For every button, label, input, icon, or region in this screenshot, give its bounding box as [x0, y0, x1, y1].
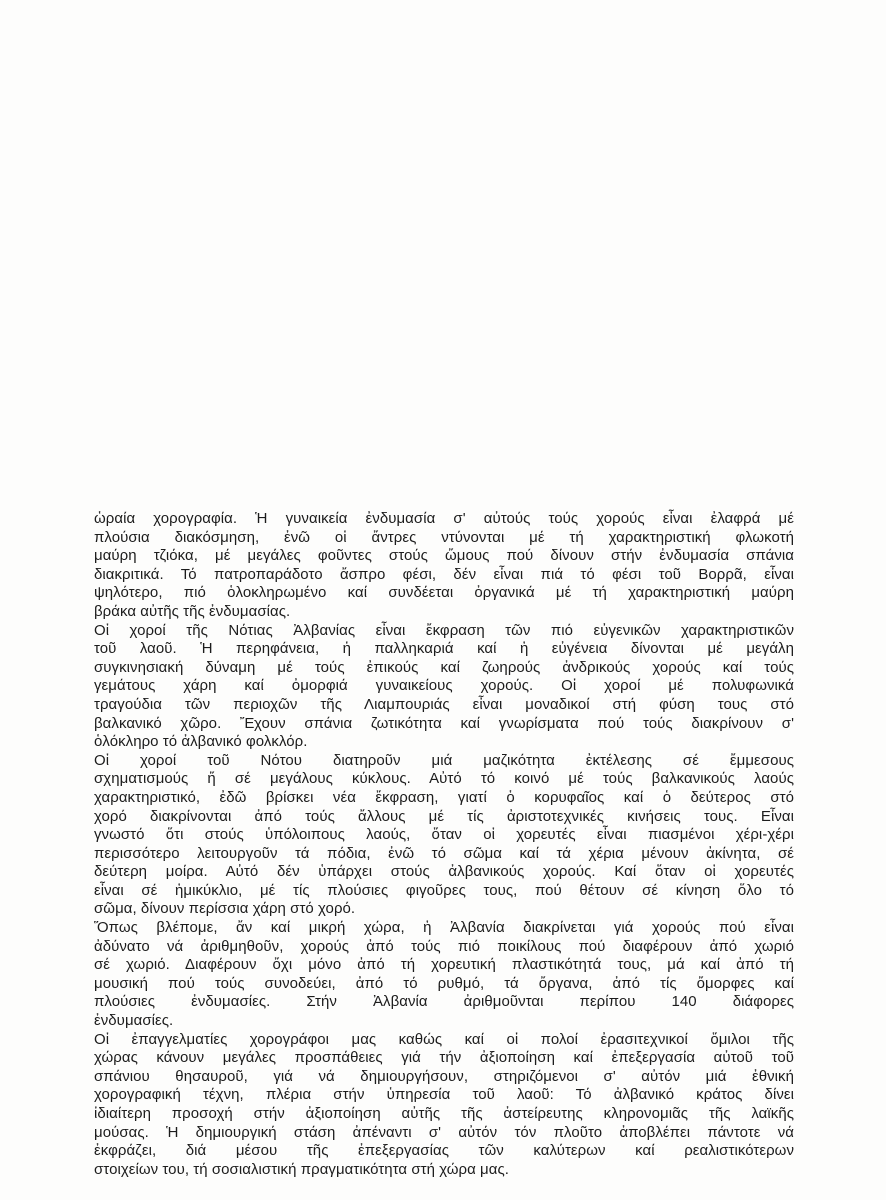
text-line: συγκινησιακή δύναμη μέ τούς ἐπικούς καί ζωηρούς ἀνδρικούς χορούς καί τούς [94, 658, 794, 676]
text-line: γεμάτους χάρη καί ὀμορφιά γυναικείους χορούς. Οἱ χοροί μέ πολυφωνικά [94, 677, 794, 695]
text-line: ἀδύνατο νά ἀριθμηθοῦν, χορούς ἀπό τούς πιό ποικίλους πού διαφέρουν ἀπό χωριό [94, 937, 794, 955]
text-line: Οἱ χοροί τοῦ Νότου διατηροῦν μιά μαζικότητα ἐκτέλεσης σέ ἔμμεσους [94, 751, 794, 769]
text-line: ψηλότερο, πιό ὁλοκληρωμένο καί συνδέεται ὀργανικά μέ τή χαρακτηριστική μαύρη [94, 584, 794, 602]
text-line: χώρας κάνουν μεγάλες προσπάθειες γιά τήν ἀξιοποίηση καί ἐπεξεργασία αὐτοῦ τοῦ [94, 1049, 794, 1067]
text-line: χαρακτηριστικό, ἐδῶ βρίσκει νέα ἔκφραση, γιατί ὁ κορυφαῖος καί ὁ δεύτερος στό [94, 788, 794, 806]
text-line: ἐνδυμασίες. [94, 1012, 174, 1030]
text-line: μαύρη τζιόκα, μέ μεγάλες φοῦντες στούς ὤμους πού δίνουν στήν ἐνδυμασία σπάνια [94, 547, 794, 565]
text-line: περισσότερο λειτουργοῦν τά πόδια, ἐνῶ τό σῶμα καί τά χέρια μένουν ἀκίνητα, σέ [94, 844, 794, 862]
text-line: ὁλόκληρο τό ἀλβανικό φολκλόρ. [94, 733, 308, 751]
text-line: πλούσιες ἐνδυμασίες. Στήν Ἀλβανία ἀριθμοῦνται περίπου 140 διάφορες [94, 993, 794, 1011]
text-line: σῶμα, δίνουν περίσσια χάρη στό χορό. [94, 900, 356, 918]
text-line: Ὅπως βλέπομε, ἄν καί μικρή χώρα, ἡ Ἀλβανία διακρίνεται γιά χορούς πού εἶναι [94, 919, 794, 937]
text-line: χορογραφική τέχνη, πλέρια στήν ὑπηρεσία τοῦ λαοῦ: Τό ἀλβανικό κράτος δίνει [94, 1086, 794, 1104]
text-line: δεύτερη μοίρα. Αὐτό δέν ὑπάρχει στούς ἀλβανικούς χορούς. Καί ὅταν οἱ χορευτές [94, 863, 794, 881]
text-line: σχηματισμούς ἤ σέ μεγάλους κύκλους. Αὐτό τό κοινό μέ τούς βαλκανικούς λαούς [94, 770, 794, 788]
text-line: μούσας. Ἡ δημιουργική στάση ἀπέναντι σ' αὐτόν τόν πλοῦτο ἀποβλέπει πάντοτε νά [94, 1123, 794, 1141]
text-line: βαλκανικό χῶρο. Ἔχουν σπάνια ζωτικότητα καί γνωρίσματα πού τούς διακρίνουν σ' [94, 714, 794, 732]
text-line: Οἱ ἐπαγγελματίες χορογράφοι μας καθώς καί οἱ πολοί ἐρασιτεχνικοί ὅμιλοι τῆς [94, 1030, 794, 1048]
text-line: γνωστό ὅτι στούς ὑπόλοιπους λαούς, ὅταν οἱ χορευτές εἶναι πιασμένοι χέρι-χέρι [94, 826, 794, 844]
text-line: μουσική πού τούς συνοδεύει, ἀπό τό ρυθμό, τά ὄργανα, ἀπό τίς ὄμορφες καί [94, 974, 794, 992]
text-line: ὡραία χορογραφία. Ἡ γυναικεία ἐνδυμασία σ' αὐτούς τούς χορούς εἶναι ἐλαφρά μέ [94, 510, 794, 527]
text-line: στοιχείων του, τή σοσιαλιστική πραγματικότητα στή χώρα μας. [94, 1160, 509, 1178]
text-line: πλούσια διακόσμηση, ἐνῶ οἱ ἄντρες ντύνονται μέ τή χαρακτηριστική φλωκοτή [94, 528, 794, 546]
text-line: τραγούδια τῶν περιοχῶν τῆς Λιαμπουριάς εἶναι μοναδικοί στή φύση τους στό [94, 695, 794, 713]
text-line: τοῦ λαοῦ. Ἡ περηφάνεια, ἡ παλληκαριά καί ἡ εὐγένεια δίνονται μέ μεγάλη [94, 640, 794, 658]
text-line: βράκα αὐτῆς τῆς ἐνδυμασίας. [94, 602, 291, 620]
text-line: χορό διακρίνονται ἀπό τούς ἄλλους μέ τίς ἀριστοτεχνικές κινήσεις τους. Εἶναι [94, 807, 794, 825]
body-text [94, 510, 794, 1179]
text-line: ἰδιαίτερη προσοχή στήν ἀξιοποίηση αὐτῆς τῆς ἀστείρευτης κληρονομιᾶς τῆς λαϊκῆς [94, 1105, 794, 1122]
text-line: σπάνιου θησαυροῦ, γιά νά δημιουργήσουν, στηριζόμενοι σ' αὐτόν μιά ἐθνική [94, 1067, 794, 1085]
text-line: σέ χωριό. Διαφέρουν ὄχι μόνο ἀπό τή χορευτική πλαστικότητά τους, μά καί ἀπό τή [94, 956, 794, 974]
text-line: Οἱ χοροί τῆς Νότιας Ἀλβανίας εἶναι ἔκφραση τῶν πιό εὐγενικῶν χαρακτηριστικῶν [94, 621, 794, 639]
text-line: εἶναι σέ ἡμικύκλιο, μέ τίς πλούσιες φιγοῦρες τους, πού θέτουν σέ κίνηση ὅλο τό [94, 881, 794, 899]
text-line: ἐκφράζει, διά μέσου τῆς ἐπεξεργασίας τῶν καλύτερων καί ρεαλιστικότερων [94, 1142, 794, 1160]
text-line: διακριτικά. Τό πατροπαράδοτο ἄσπρο φέσι, δέν εἶναι πιά τό φέσι τοῦ Βορρᾶ, εἶναι [94, 565, 794, 583]
